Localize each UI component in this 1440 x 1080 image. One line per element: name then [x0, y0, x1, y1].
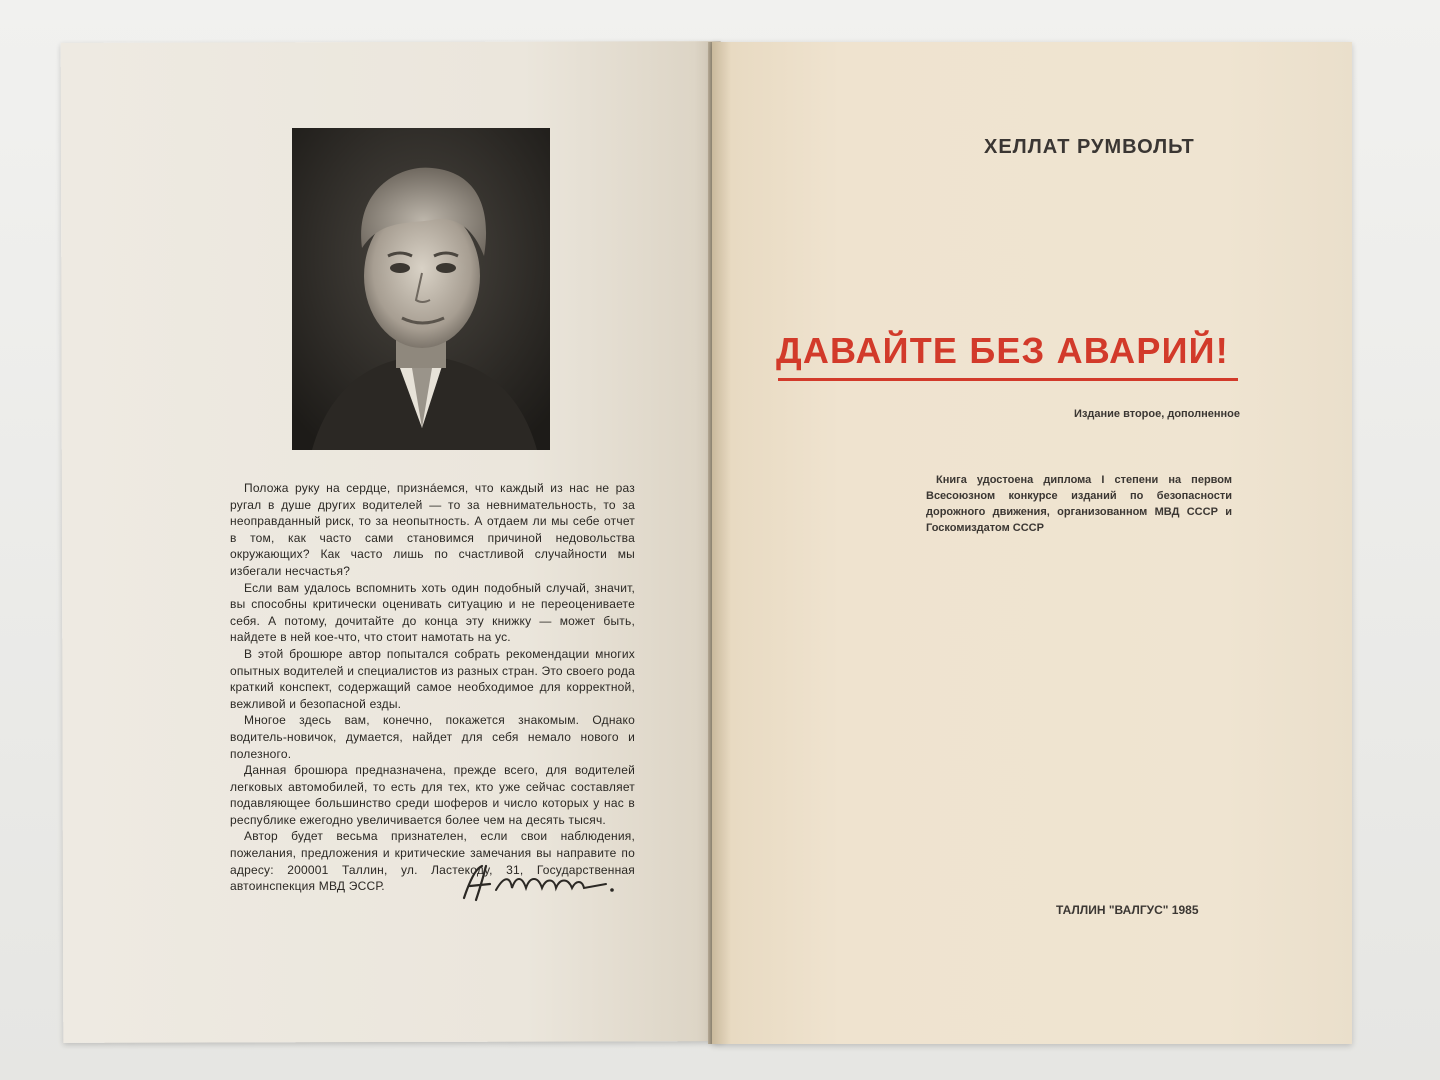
award-note [926, 472, 1232, 536]
handwritten-signature [456, 860, 626, 906]
book-title: ДАВАЙТЕ БЕЗ АВАРИЙ! [776, 330, 1229, 371]
author-name: ХЕЛЛАТ РУМВОЛЬТ [984, 136, 1195, 158]
foreword-paragraph: Многое здесь вам, конечно, покажется знакомым. Однако водитель-новичок, думается, найдет для себя немало нового и полезного. [230, 713, 635, 761]
foreword-paragraph: В этой брошюре автор попытался собрать рекомендации многих опытных водителей и специалистов из разных стран. Это своего рода краткий конспект, содержащий самое необходимое для корректной, вежливой и безопасной езды. [230, 646, 635, 711]
edition-note: Издание второе, дополненное [1074, 408, 1240, 420]
publisher-imprint: ТАЛЛИН "ВАЛГУС" 1985 [1056, 903, 1199, 917]
title-underline [778, 378, 1238, 381]
right-page [712, 42, 1352, 1044]
foreword-paragraph: Положа руку на сердце, признáемся, что каждый из нас не раз ругал в душе других водителей — то за невнимательность, то за неоправданный риск, то за неопытность. А отдаем ли мы себе отчет в том, как часто сами становимся причиной недовольства окружающих? Как часто лишь по счастливой случайности мы избегали несчастья? [230, 481, 635, 578]
foreword-text [230, 480, 635, 895]
foreword-paragraph: Автор будет весьма признателен, если свои наблюдения, пожелания, предложения и критические замечания вы направите по адресу: 200001 Таллин, ул. Ластекоду, 31, Государственная автоинспекция МВД ЭССР. [230, 829, 635, 894]
foreword-paragraph: Если вам удалось вспомнить хоть один подобный случай, значит, вы способны критически оценивать ситуацию и не переоцениваете себя. А потому, дочитайте до конца эту книжку — может быть, найдете в ней кое-что, что стоит намотать на ус. [230, 580, 635, 645]
foreword-paragraph: Данная брошюра предназначена, прежде всего, для водителей легковых автомобилей, то есть для тех, кто уже сейчас составляет подавляющее большинство среди шоферов и число которых у нас в республике ежегодно увеличивается более чем на десять тысяч. [230, 763, 635, 827]
author-portrait-photo [292, 128, 550, 450]
award-text: Книга удостоена диплома I степени на первом Всесоюзном конкурсе изданий по безопасности дорожного движения, организованном МВД СССР и Госкомиздатом СССР [926, 474, 1232, 534]
